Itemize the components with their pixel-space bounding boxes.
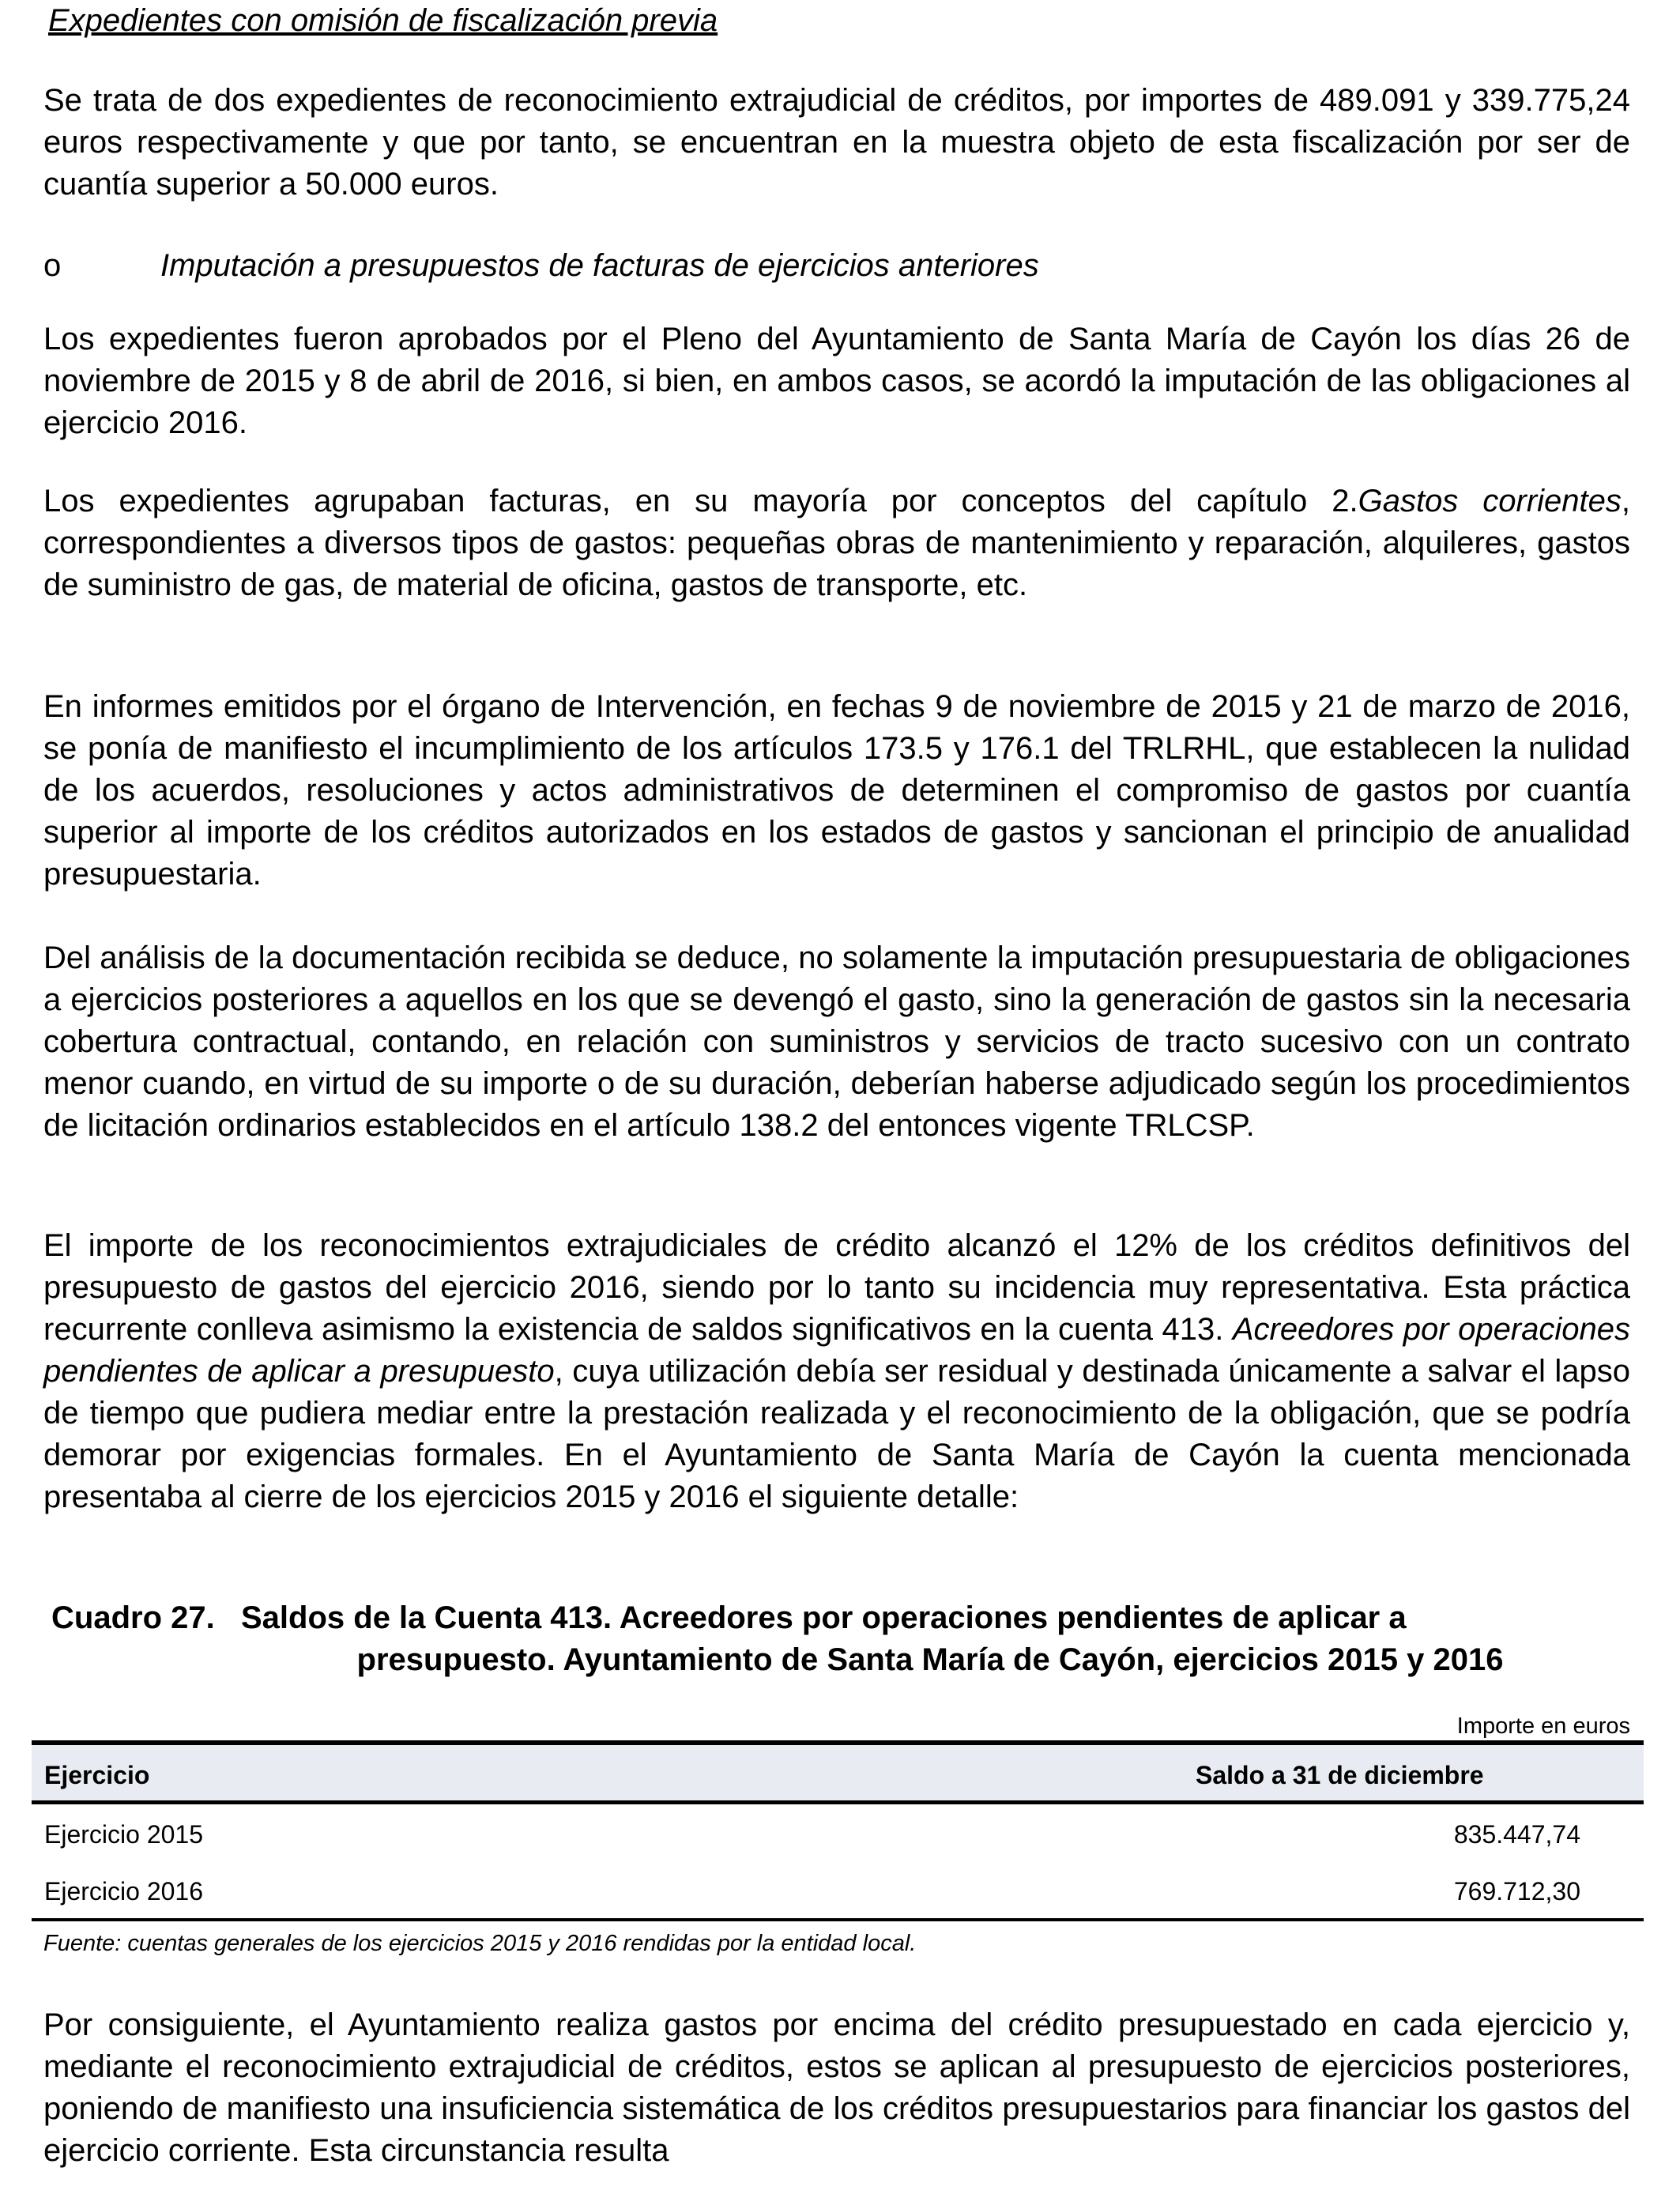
paragraph-facturas-capitulo	[43, 481, 1630, 606]
table-row	[32, 1861, 1644, 1918]
para3-italic: Gastos corrientes	[1358, 484, 1622, 518]
table-caption-line2: presupuesto. Ayuntamiento de Santa María de Cayón, ejercicios 2015 y 2016	[356, 1642, 1504, 1677]
saldos-table	[32, 1740, 1644, 1921]
table-bottom-rule	[32, 1918, 1644, 1921]
para6-after: , cuya utilización debía ser residual y destinada únicamente a salvar el lapso de tiempo que pudiera mediar entre la prestación realizada y el reconocimiento de la obligación, que se podría demorar por exigencias formales. En el Ayuntamiento de Santa María de Cayón la cuenta mencionada presentaba al cierre de los ejercicios 2015 y 2016 el siguiente detalle:	[43, 1354, 1630, 1514]
table-units: Importe en euros	[1456, 1713, 1630, 1739]
paragraph-informes-intervencion: En informes emitidos por el órgano de Intervención, en fechas 9 de noviembre de 2015 y 21 de marzo de 2016, se ponía de manifiesto el incumplimiento de los artículos 173.5 y 176.1 del TRLRHL, que establecen la nulidad de los acuerdos, resoluciones y actos administrativos de determinen el compromiso de gastos por cuantía superior al importe de los créditos autorizados en los estados de gastos y sancionan el principio de anualidad presupuestaria.	[43, 689, 1630, 892]
paragraph-conclusion: Por consiguiente, el Ayuntamiento realiza gastos por encima del crédito presupuestado en cada ejercicio y, mediante el reconocimiento extrajudicial de créditos, estos se aplican al presupuesto de ejercicios posteriores, poniendo de manifiesto una insuficiencia sistemática de los créditos presupuestarios para financiar los gastos del ejercicio corriente. Esta circunstancia resulta	[43, 2007, 1630, 2168]
paragraph-aprobacion-pleno: Los expedientes fueron aprobados por el Pleno del Ayuntamiento de Santa María de Cayón los días 26 de noviembre de 2015 y 8 de abril de 2016, si bien, en ambos casos, se acordó la imputación de las obligaciones al ejercicio 2016.	[43, 322, 1630, 440]
section-heading: Expedientes con omisión de fiscalización previa	[48, 3, 718, 38]
table-cell-saldo: 835.447,74	[1453, 1820, 1580, 1849]
bullet-text: Imputación a presupuestos de facturas de ejercicios anteriores	[160, 248, 1039, 283]
para3-before: Los expedientes agrupaban facturas, en su mayoría por conceptos del capítulo 2.	[43, 484, 1358, 518]
para3-after: , correspondientes a diversos tipos de gastos: pequeñas obras de mantenimiento y reparación, alquileres, gastos de suministro de gas, de material de oficina, gastos de transporte, etc.	[43, 484, 1630, 602]
table-cell-saldo: 769.712,30	[1453, 1877, 1580, 1906]
table-caption-line1: Saldos de la Cuenta 413. Acreedores por operaciones pendientes de aplicar a	[241, 1600, 1407, 1635]
table-header-row	[32, 1745, 1644, 1800]
bullet-marker: o	[43, 248, 62, 283]
paragraph-analisis-documentacion: Del análisis de la documentación recibida se deduce, no solamente la imputación presupuestaria de obligaciones a ejercicios posteriores a aquellos en los que se devengó el gasto, sino la generación de gastos sin la necesaria cobertura contractual, contando, en relación con suministros y servicios de tracto sucesivo con un contrato menor cuando, en virtud de su importe o de su duración, deberían haberse adjudicado según los procedimientos de licitación ordinarios establecidos en el artículo 138.2 del entonces vigente TRLCSP.	[43, 941, 1630, 1143]
table-caption-number: Cuadro 27.	[51, 1600, 215, 1635]
table-cell-ejercicio: Ejercicio 2015	[44, 1820, 203, 1849]
table-source-note: Fuente: cuentas generales de los ejercicios 2015 y 2016 rendidas por la entidad local.	[43, 1931, 917, 1956]
table-cell-ejercicio: Ejercicio 2016	[44, 1877, 203, 1906]
paragraph-expedientes-omision: Se trata de dos expedientes de reconocimiento extrajudicial de créditos, por importes de 489.091 y 339.775,24 euros respectivamente y que por tanto, se encuentran en la muestra objeto de esta fiscalización por ser de cuantía superior a 50.000 euros.	[43, 83, 1630, 202]
table-header-ejercicio: Ejercicio	[44, 1761, 150, 1789]
table-row	[32, 1804, 1644, 1861]
paragraph-importe-reconocimientos	[43, 1225, 1630, 1518]
para6-before: El importe de los reconocimientos extrajudiciales de crédito alcanzó el 12% de los créditos definitivos del presupuesto de gastos del ejercicio 2016, siendo por lo tanto su incidencia muy representativa. Esta práctica recurrente conlleva asimismo la existencia de saldos significativos en la cuenta 413.	[43, 1228, 1630, 1347]
para6-italic: Acreedores por operaciones pendientes de aplicar a presupuesto	[43, 1312, 1631, 1389]
table-header-saldo: Saldo a 31 de diciembre	[1196, 1761, 1484, 1789]
